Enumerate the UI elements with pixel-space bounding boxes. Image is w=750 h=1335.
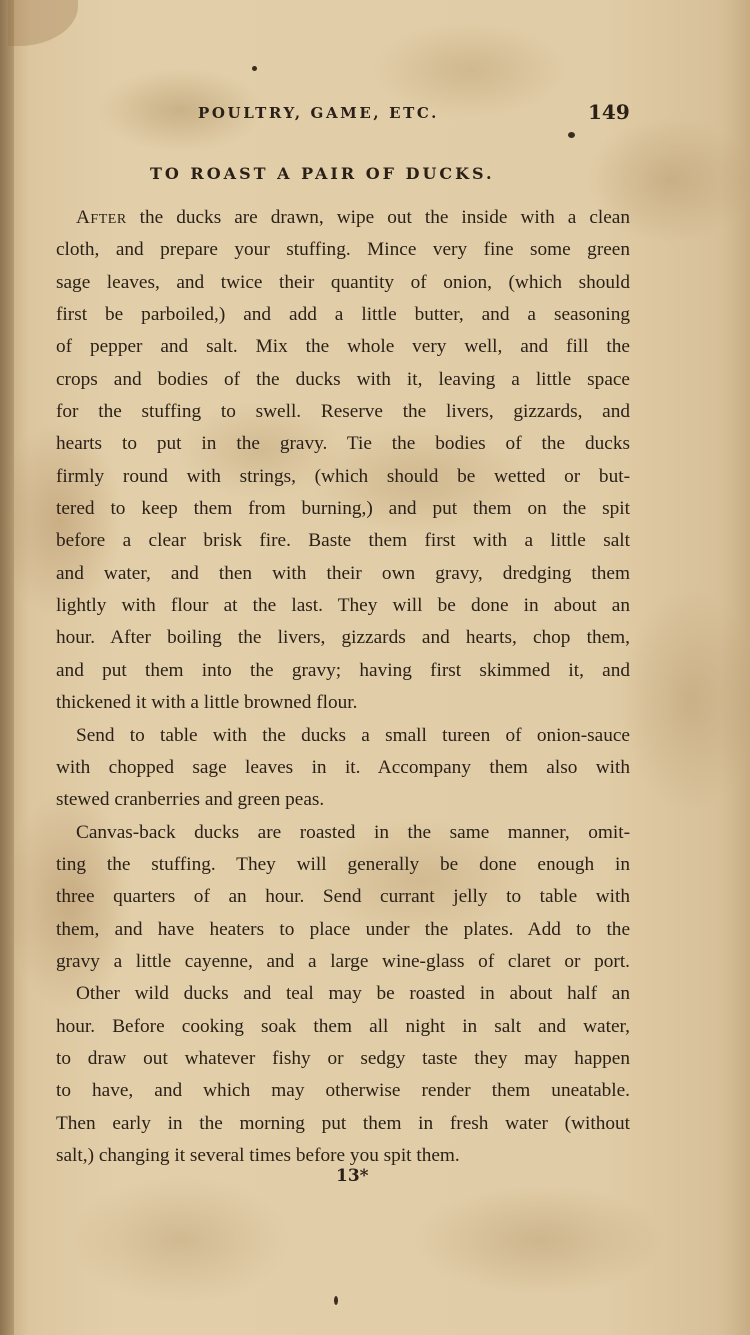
running-head: POULTRY, GAME, ETC. (198, 104, 439, 122)
text-line: for the stuffing to swell. Reserve the livers, gizzards, and (56, 401, 630, 423)
text-line: After the ducks are drawn, wipe out the inside with a clean (76, 207, 630, 228)
text-line: sage leaves, and twice their quantity of onion, (which should (56, 271, 630, 293)
drop-lead-word: After (76, 207, 127, 228)
text-line: cloth, and prepare your stuffing. Mince very fine some green (56, 239, 630, 261)
text-line: with chopped sage leaves in it. Accompany them also with (56, 756, 630, 778)
text-line: firmly round with strings, (which should be wetted or but- (56, 465, 630, 487)
text-line: before a clear brisk fire. Baste them first with a little salt (56, 530, 630, 552)
text-line: gravy a little cayenne, and a large wine-glass of claret or port. (56, 950, 630, 972)
text-line: to have, and which may otherwise render them uneatable. (56, 1080, 630, 1102)
text-line: salt,) changing it several times before you spit them. (56, 1144, 460, 1166)
text-line: Canvas-back ducks are roasted in the same manner, omit- (76, 821, 630, 843)
text-line: to draw out whatever fishy or sedgy taste they may happen (56, 1047, 630, 1069)
text-line: Then early in the morning put them in fresh water (without (56, 1112, 630, 1134)
text-line: thickened it with a little browned flour. (56, 692, 358, 714)
signature-mark: 13* (336, 1166, 369, 1186)
text-line: stewed cranberries and green peas. (56, 789, 325, 811)
text-line: ting the stuffing. They will generally be done enough in (56, 853, 630, 875)
text-line: crops and bodies of the ducks with it, leaving a little space (56, 368, 630, 390)
page-number: 149 (588, 100, 630, 124)
corner-stain (8, 0, 78, 46)
text-line: and water, and then with their own gravy, dredging them (56, 562, 630, 584)
text-line: Send to table with the ducks a small tureen of onion-sauce (76, 724, 630, 746)
text-line: Other wild ducks and teal may be roasted in about half an (76, 983, 630, 1005)
text-line: first be parboiled,) and add a little butter, and a seasoning (56, 304, 630, 326)
text-line: lightly with flour at the last. They will be done in about an (56, 595, 630, 617)
text-line: hearts to put in the gravy. Tie the bodies of the ducks (56, 433, 630, 455)
ink-speck (568, 132, 575, 138)
text-line: of pepper and salt. Mix the whole very well, and fill the (56, 336, 630, 358)
recipe-title: TO ROAST A PAIR OF DUCKS. (150, 164, 495, 183)
text-line: tered to keep them from burning,) and put them on the spit (56, 498, 630, 520)
text-line: hour. After boiling the livers, gizzards and hearts, chop them, (56, 627, 630, 649)
page-gutter (0, 0, 14, 1335)
text-line: hour. Before cooking soak them all night in salt and water, (56, 1015, 630, 1037)
text-line: them, and have heaters to place under the plates. Add to the (56, 918, 630, 940)
ink-speck (334, 1296, 338, 1305)
text-line: and put them into the gravy; having first skimmed it, and (56, 659, 630, 681)
ink-speck (252, 66, 257, 71)
text-line: three quarters of an hour. Send currant jelly to table with (56, 886, 630, 908)
recipe-body (56, 202, 630, 1172)
